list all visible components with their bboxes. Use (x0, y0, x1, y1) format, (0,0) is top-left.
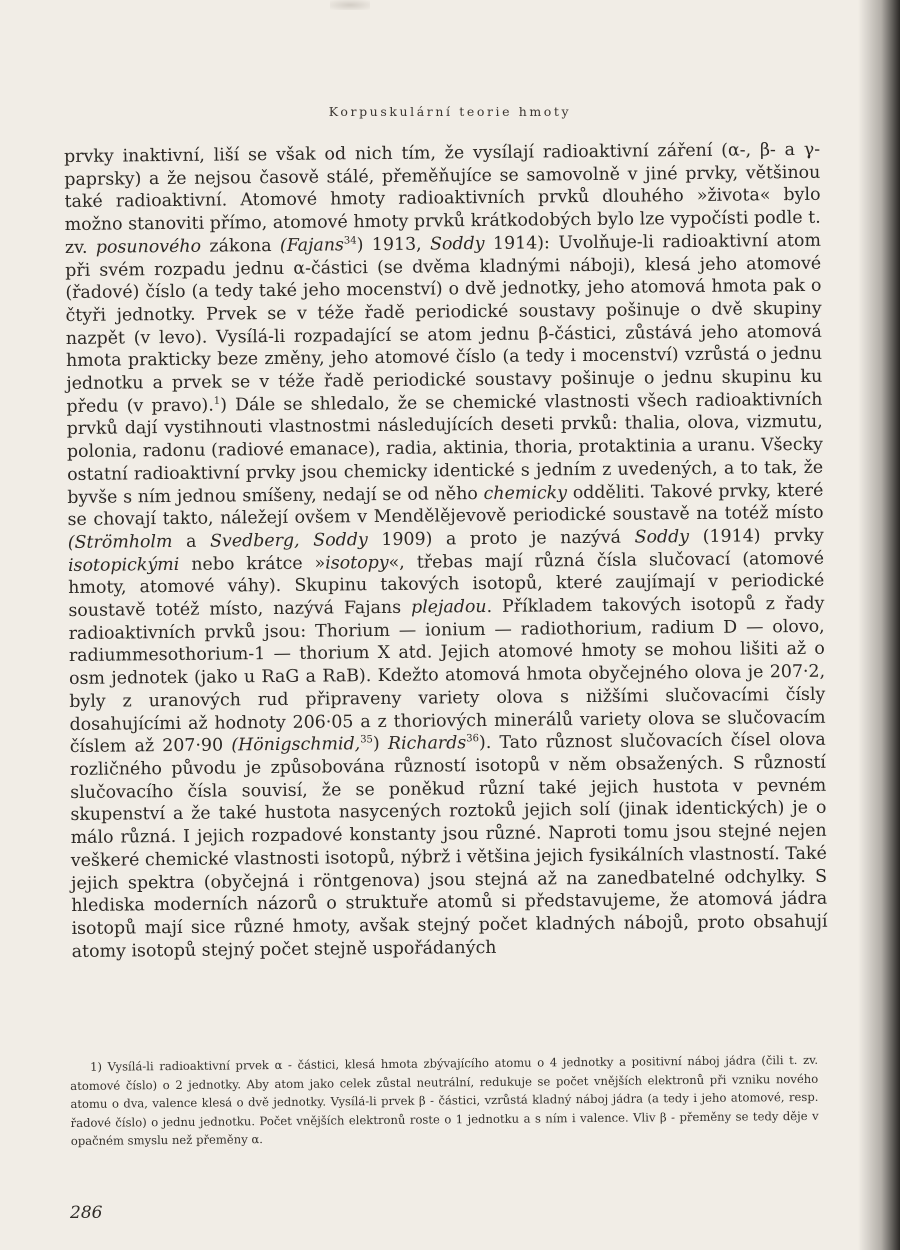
text-run: odděliti. Takové prvky, které se chovají takto, náležejí ovšem v Mendělějevově periodické soustavě na totéž místo (67, 480, 824, 531)
text-run: ) Dále se shledalo, že se chemické vlastnosti všech radioaktivních prvků dají vystihnouti vlastnostmi následujících deseti prvků: thalia, olova, vizmutu, polonia, radonu (radiové emanace), radia, aktinia, thoria, protaktinia a uranu. Všecky ostatní radioaktivní prvky jsou chemicky identické s jedním z uvedených, a to tak, že byvše s ním jednou smíšeny, nedají se od něho (66, 389, 824, 508)
running-head: Korpuskulární teorie hmoty (328, 104, 572, 119)
italic-run: Soddy (634, 526, 690, 548)
citation-superscript: 36 (466, 733, 480, 745)
text-run: ) 1913, (356, 234, 431, 256)
footnote-block (70, 1051, 819, 1151)
text-run: «, třebas mají různá čísla slučovací (atomové hmoty, atomové váhy). Skupinu takových isotopů, které zaujímají v periodické soustavě totéž místo, nazývá Fajans (68, 548, 825, 622)
italic-run: isotopickými (67, 554, 180, 576)
footnote-marker: 1) (90, 1059, 103, 1074)
italic-run: plejadou (410, 597, 487, 618)
italic-run: chemicky (483, 482, 568, 504)
text-run: ). Tato různost slučovacích čísel olova rozličného původu je způsobována růzností isotopů v něm obsažených. S růzností slučovacího čísla souvisí, že se poněkud různí také jejich hustota v pevném skupenství a že také hustota nasycených roztoků jejich solí (jinak identických) je o málo různá. I jejich rozpadové konstanty jsou různé. Naproti tomu jsou stejné nejen veškeré chemické vlastnosti isotopů, nýbrž i většina jejich fysikálních vlastností. Také jejich spektra (obyčejná i röntgenova) jsou stejná až na zanedbatelné odchylky. S hlediska moderních názorů o struktuře atomů si představujeme, že atomová jádra isotopů mají sice různé hmoty, avšak stejný počet kladných nábojů, proto obsahují atomy isotopů stejný počet stejně uspořádaných (69, 729, 828, 962)
citation-superscript: 35 (360, 734, 373, 746)
italic-run: posunového (95, 236, 202, 258)
paper-smudge (330, 0, 370, 10)
italic-run: Svedberg, Soddy (209, 530, 368, 552)
italic-run: Soddy (429, 233, 485, 255)
text-run: 1909) a proto je nazývá (367, 527, 635, 551)
citation-superscript: 34 (343, 235, 357, 247)
italic-run: Richards (387, 733, 467, 755)
text-run: ) (372, 734, 389, 755)
page-number: 286 (70, 1203, 103, 1223)
text-run: nebo krátce » (179, 553, 326, 575)
italic-run: (Hönigschmid, (231, 734, 361, 756)
footnote-1 (70, 1051, 819, 1151)
main-paragraph (64, 139, 828, 964)
footnote-text: Vysílá-li radioaktivní prvek α - částici, klesá hmota zbývajícího atomu o 4 jednotky a positivní náboj jádra (čili t. zv. atomové číslo) o 2 jednotky. Aby atom jako celek zůstal neutrální, redukuje se počet vnějších elektronů při vzniku nového atomu o dva, valence klesá o dvě jednotky. Vysílá-li prvek β - částici, vzrůstá kladný náboj jádra (a tedy i jeho atomové, resp. řadové číslo) o jednu jednotku. Počet vnějších elektronů roste o 1 jednotku a s ním i valence. Vliv β - přeměny se tedy děje v opačném smyslu než přeměny α. (70, 1052, 819, 1149)
text-run: prvky inaktivní, liší se však od nich tím, že vysílají radioaktivní záření (α-, β- a γ- paprsky) a že nejsou časově stálé, přeměňujíce se samovolně v jiné prvky, většinou také radioaktivní. Atomové hmoty radioaktivních prvků dlouhého »života« bylo možno stanoviti přímo, atomové hmoty prvků krátkodobých bylo lze vypočísti podle t. zv. (64, 139, 821, 258)
text-run: a (172, 531, 211, 552)
text-run: . Příkladem takových isotopů z řady radioaktivních prvků jsou: Thorium — ionium — radiothorium, radium D — olovo, radiummesothorium-1 — thorium X atd. Jejich atomové hmoty se mohou lišiti až o osm jednotek (jako u RaG a RaB). Kdežto atomová hmota obyčejného olova je 207·2, byly z uranových rud připraveny variety olova s nižšími slučovacími čísly dosahujícími až hodnoty 206·05 a z thoriových minerálů variety olova se slučovacím číslem až 207·90 (68, 593, 826, 758)
footnote-reference[interactable]: 1 (213, 395, 221, 407)
italic-run: (Strömholm (67, 531, 173, 553)
text-run: 1914): Uvolňuje-li radioaktivní atom při svém rozpadu jednu α-částici (se dvěma kladnými náboji), klesá jeho atomové (řadové) číslo (a tedy také jeho mocenství) o dvě jednotky, jeho atomová hmota pak o čtyři jednotky. Prvek se v téže řadě periodické soustavy pošinuje o dvě skupiny nazpět (v levo). Vysílá-li rozpadající se atom jednu β-částici, zůstává jeho atomová hmota prakticky beze změny, jeho atomové číslo (a tedy i mocenství) vzrůstá o jednu jednotku a prvek se v téže řadě periodické soustavy pošinuje o jednu skupinu ku předu (v pravo). (65, 230, 823, 417)
italic-run: isotopy (325, 552, 389, 574)
text-run: zákona (200, 235, 281, 257)
italic-run: (Fajans (279, 235, 345, 256)
book-gutter-shadow (858, 0, 900, 1250)
text-run: (1914) prvky (688, 525, 824, 547)
